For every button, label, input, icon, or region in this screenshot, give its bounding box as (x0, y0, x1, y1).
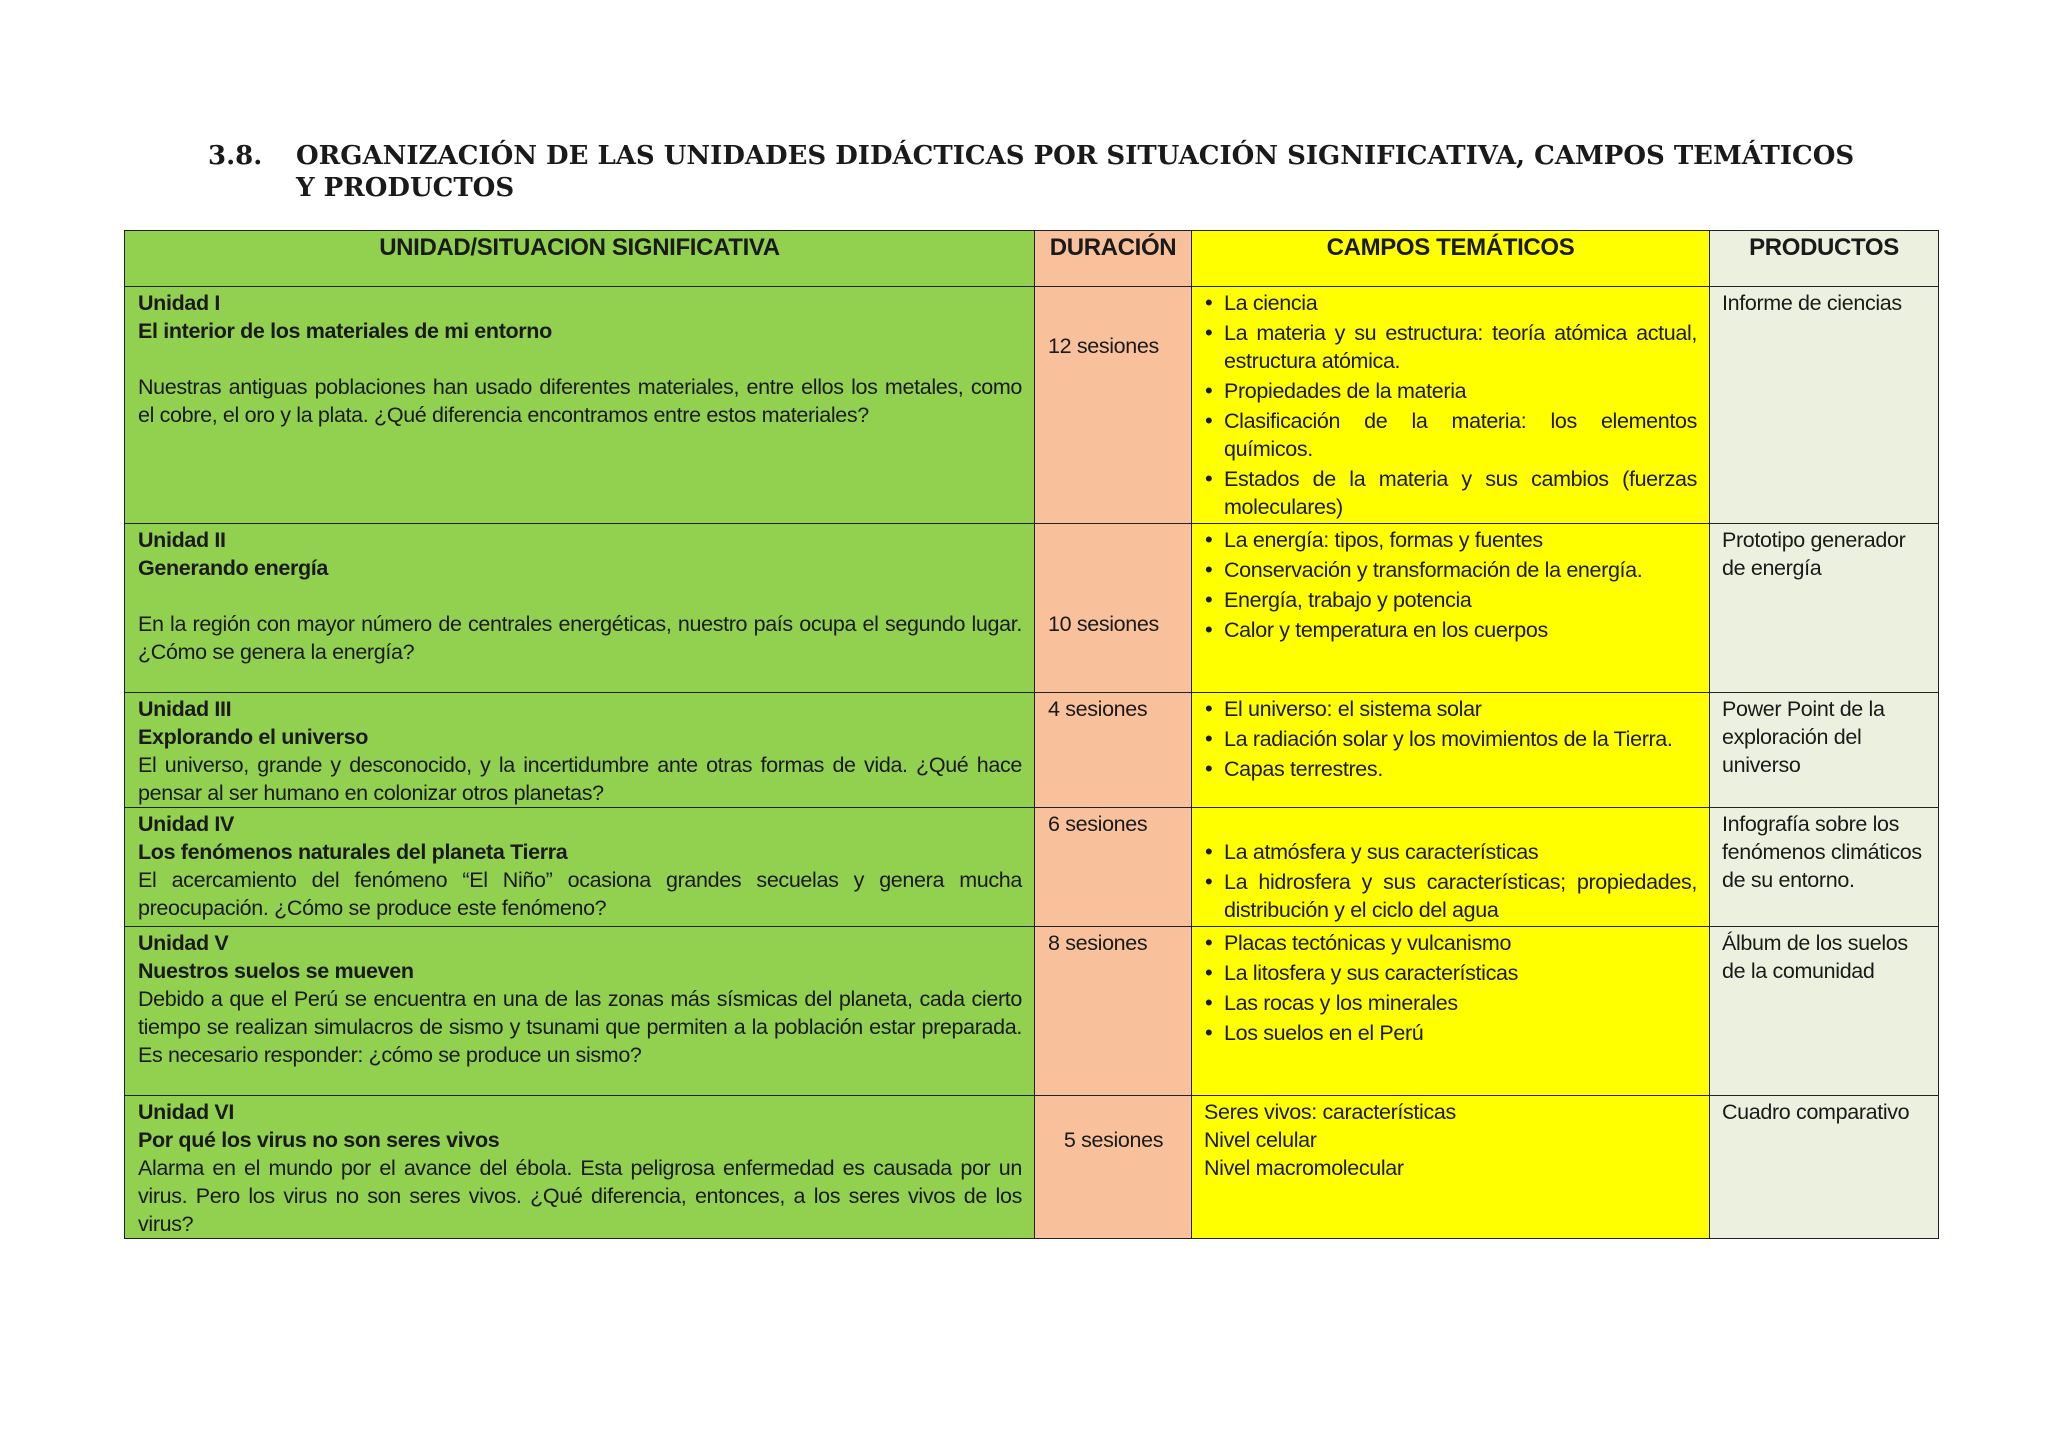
duration-cell (1035, 693, 1192, 808)
table-row (125, 1096, 1939, 1239)
unit-description: En la región con mayor número de centrales energéticas, nuestro país ocupa el segundo lugar. ¿Cómo se genera la energía? (138, 612, 1022, 664)
duration-cell (1035, 524, 1192, 693)
topic-item: • Los suelos en el Perú (1204, 1019, 1697, 1047)
unit-name: Los fenómenos naturales del planeta Tierra (138, 840, 568, 864)
topic-item: • Conservación y transformación de la energía. (1204, 556, 1697, 584)
unit-name: Por qué los virus no son seres vivos (138, 1128, 500, 1152)
units-table (124, 230, 1939, 1239)
duration-value: 8 sesiones (1048, 931, 1148, 955)
product-cell (1710, 927, 1939, 1096)
unit-cell (125, 808, 1035, 927)
unit-name: El interior de los materiales de mi entorno (138, 319, 552, 343)
table-row (125, 927, 1939, 1096)
topics-list (1204, 526, 1697, 644)
product-cell (1710, 524, 1939, 693)
duration-cell (1035, 287, 1192, 524)
product-cell (1710, 808, 1939, 927)
table-row (125, 808, 1939, 927)
unit-cell (125, 1096, 1035, 1239)
topic-item: • Capas terrestres. (1204, 755, 1697, 783)
topics-cell (1192, 287, 1710, 524)
unit-number: Unidad III (138, 697, 232, 721)
duration-cell (1035, 1096, 1192, 1239)
header-products: PRODUCTOS (1710, 231, 1939, 287)
unit-description: Nuestras antiguas poblaciones han usado diferentes materiales, entre ellos los metales, como el cobre, el oro y la plata. ¿Qué diferencia encontramos entre estos materiales? (138, 375, 1022, 427)
topics-list (1204, 838, 1697, 924)
topic-item: • La materia y su estructura: teoría atómica actual, estructura atómica. (1204, 319, 1697, 375)
unit-number: Unidad IV (138, 812, 234, 836)
unit-name: Nuestros suelos se mueven (138, 959, 414, 983)
unit-name: Generando energía (138, 556, 328, 580)
duration-value: 6 sesiones (1048, 812, 1148, 836)
topic-item: Nivel macromolecular (1204, 1156, 1404, 1180)
topics-list (1204, 929, 1697, 1047)
section-number: 3.8. (208, 141, 263, 171)
product-value: Cuadro comparativo (1722, 1100, 1910, 1124)
topics-cell (1192, 524, 1710, 693)
duration-value: 5 sesiones (1063, 1128, 1164, 1152)
unit-cell (125, 287, 1035, 524)
topics-cell (1192, 927, 1710, 1096)
topics-list (1204, 289, 1697, 521)
topics-cell (1192, 693, 1710, 808)
product-cell (1710, 1096, 1939, 1239)
topics-list (1204, 695, 1697, 783)
topics-cell (1192, 808, 1710, 927)
duration-cell (1035, 927, 1192, 1096)
topic-item: • La energía: tipos, formas y fuentes (1204, 526, 1697, 554)
product-value: Prototipo generador de energía (1722, 528, 1906, 580)
header-duration: DURACIÓN (1035, 231, 1192, 287)
topic-item: Nivel celular (1204, 1128, 1317, 1152)
table-row (125, 693, 1939, 808)
product-value: Álbum de los suelos de la comunidad (1722, 931, 1908, 983)
table-header-row (125, 231, 1939, 287)
topic-item: • La litosfera y sus características (1204, 959, 1697, 987)
topic-item: • Propiedades de la materia (1204, 377, 1697, 405)
product-value: Power Point de la exploración del universo (1722, 697, 1885, 777)
unit-description: Debido a que el Perú se encuentra en una de las zonas más sísmicas del planeta, cada cierto tiempo se realizan simulacros de sismo y tsunami que permiten a la población estar preparada. Es necesario responder: ¿cómo se produce un sismo? (138, 987, 1022, 1067)
unit-cell (125, 927, 1035, 1096)
header-topics: CAMPOS TEMÁTICOS (1192, 231, 1710, 287)
topic-item: • Placas tectónicas y vulcanismo (1204, 929, 1697, 957)
topic-item: • La hidrosfera y sus características; propiedades, distribución y el ciclo del agua (1204, 868, 1697, 924)
unit-name: Explorando el universo (138, 725, 369, 749)
product-value: Informe de ciencias (1722, 291, 1902, 315)
unit-number: Unidad I (138, 291, 221, 315)
unit-description: Alarma en el mundo por el avance del ébola. Esta peligrosa enfermedad es causada por un virus. Pero los virus no son seres vivos. ¿Qué diferencia, entonces, a los seres vivos de los virus? (138, 1156, 1022, 1236)
product-cell (1710, 287, 1939, 524)
topic-item: • La ciencia (1204, 289, 1697, 317)
topic-item: • La radiación solar y los movimientos de la Tierra. (1204, 725, 1697, 753)
unit-number: Unidad II (138, 528, 226, 552)
topic-item: • Energía, trabajo y potencia (1204, 586, 1697, 614)
topic-item: • El universo: el sistema solar (1204, 695, 1697, 723)
header-unit: UNIDAD/SITUACION SIGNIFICATIVA (125, 231, 1035, 287)
duration-value: 4 sesiones (1048, 697, 1148, 721)
topic-item: • Calor y temperatura en los cuerpos (1204, 616, 1697, 644)
table-row (125, 287, 1939, 524)
unit-description: El universo, grande y desconocido, y la incertidumbre ante otras formas de vida. ¿Qué hace pensar al ser humano en colonizar otros planetas? (138, 753, 1022, 805)
duration-value: 12 sesiones (1048, 334, 1159, 358)
topic-item: • Las rocas y los minerales (1204, 989, 1697, 1017)
topic-item: • Estados de la materia y sus cambios (fuerzas moleculares) (1204, 465, 1697, 521)
table-row (125, 524, 1939, 693)
unit-description: El acercamiento del fenómeno “El Niño” ocasiona grandes secuelas y genera mucha preocupación. ¿Cómo se produce este fenómeno? (138, 868, 1022, 920)
product-value: Infografía sobre los fenómenos climáticos de su entorno. (1722, 812, 1922, 892)
unit-cell (125, 524, 1035, 693)
unit-number: Unidad VI (138, 1100, 234, 1124)
unit-cell (125, 693, 1035, 808)
topic-item: • La atmósfera y sus características (1204, 838, 1697, 866)
duration-cell (1035, 808, 1192, 927)
topics-cell (1192, 1096, 1710, 1239)
topic-item: Seres vivos: características (1204, 1100, 1456, 1124)
unit-number: Unidad V (138, 931, 229, 955)
section-title: ORGANIZACIÓN DE LAS UNIDADES DIDÁCTICAS POR SITUACIÓN SIGNIFICATIVA, CAMPOS TEMÁTICOS Y PRODUCTOS (296, 141, 1855, 203)
duration-value: 10 sesiones (1048, 612, 1159, 636)
topic-item: • Clasificación de la materia: los elementos químicos. (1204, 407, 1697, 463)
product-cell (1710, 693, 1939, 808)
